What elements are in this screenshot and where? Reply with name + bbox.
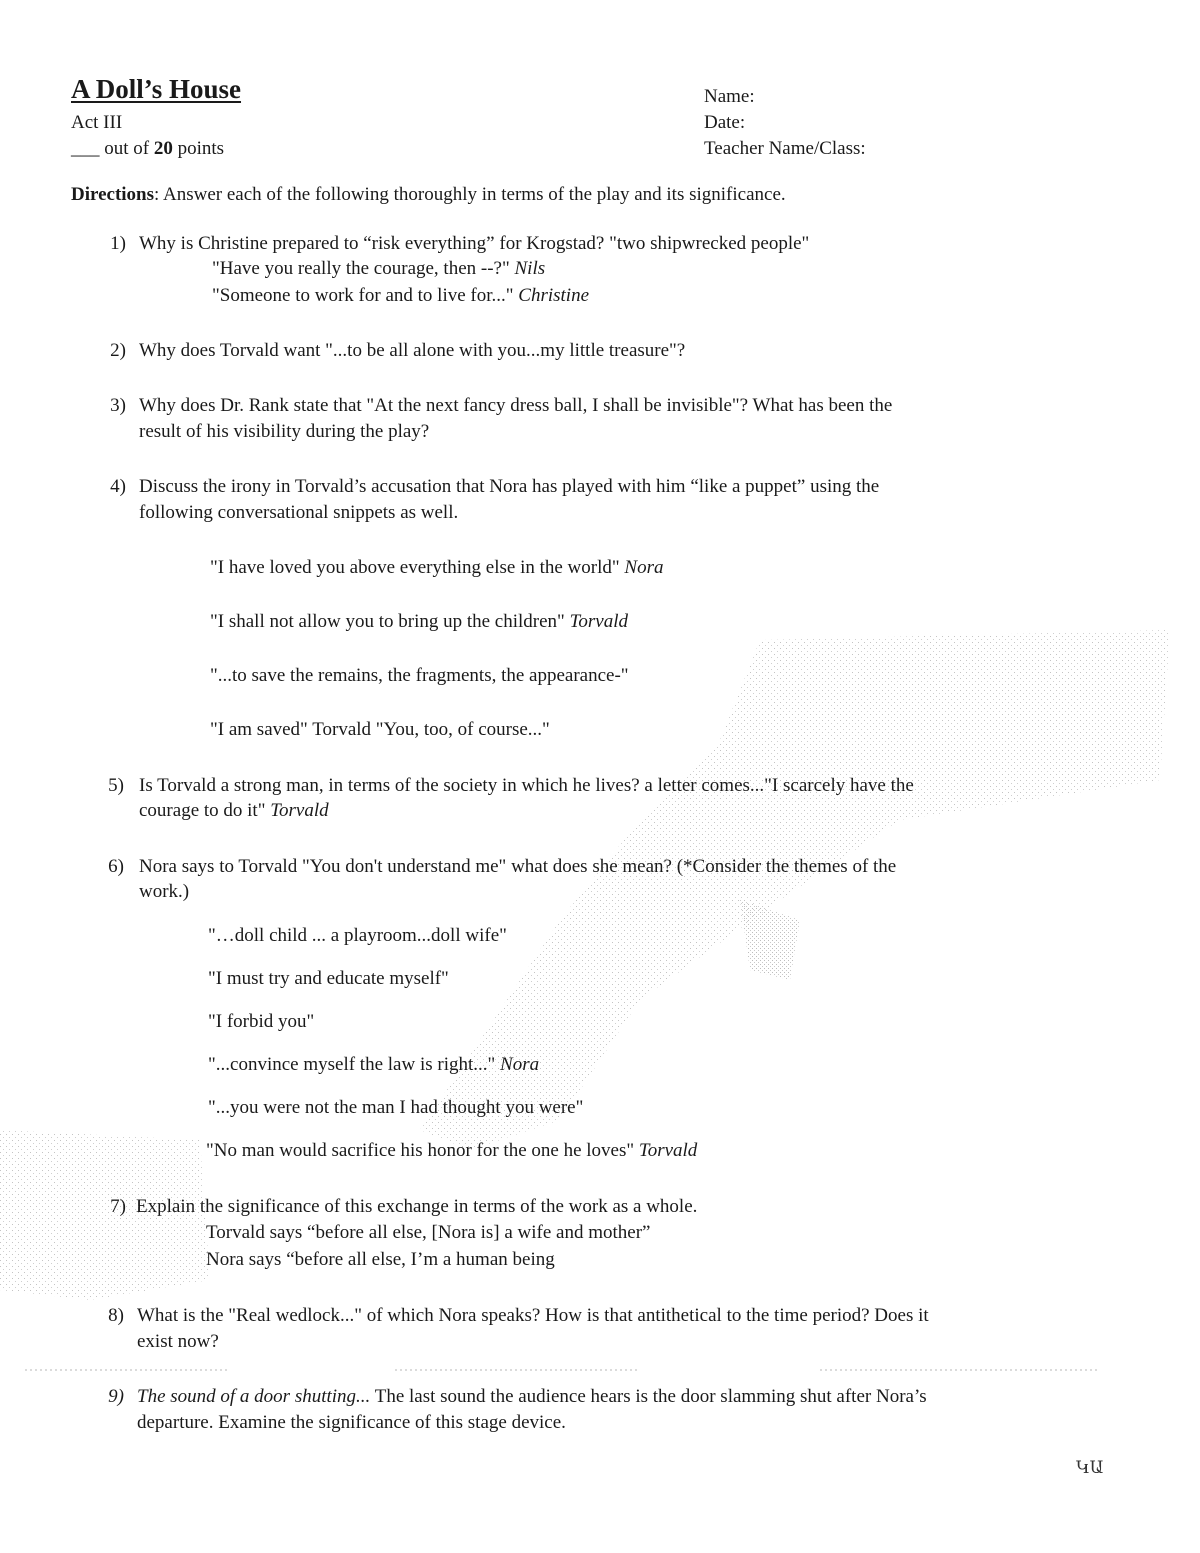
q9-line1-italic: The sound of a door shutting... <box>137 1386 371 1407</box>
q3-line2: result of his visibility during the play? <box>139 421 430 442</box>
directions-label: Directions <box>71 184 155 205</box>
q4-snippet1-text: "I have loved you above everything else in the world" <box>210 557 625 578</box>
q8-number: 8) <box>108 1305 124 1326</box>
q6-number: 6) <box>108 856 124 877</box>
q1-text: Why is Christine prepared to “risk everything” for Krogstad? "two shipwrecked people" <box>139 233 810 254</box>
score-blank: ___ <box>71 138 100 159</box>
page-title: A Doll’s House <box>71 74 242 104</box>
q9-line1-rest: The last sound the audience hears is the door slamming shut after Nora’s <box>370 1386 927 1407</box>
q1-quote2-text: "Someone to work for and to live for..." <box>212 285 519 306</box>
q6-snippet3: "I forbid you" <box>208 1011 315 1032</box>
directions <box>71 184 786 206</box>
q9-number: 9) <box>108 1386 124 1407</box>
corner-mark: ԿԱ <box>1076 1458 1104 1477</box>
score-suffix: points <box>172 138 225 159</box>
q6-line1: Nora says to Torvald "You don't understand me" what does she mean? (*Consider the themes of the <box>139 856 897 877</box>
q2-text: Why does Torvald want "...to be all alone with you...my little treasure"? <box>139 340 686 361</box>
q7-line1: Explain the significance of this exchange in terms of the work as a whole. <box>136 1196 698 1217</box>
q5-number: 5) <box>108 775 124 796</box>
date-label: Date: <box>704 112 746 133</box>
q5-line2-text: courage to do it" <box>139 800 271 821</box>
q1-quote1 <box>212 258 545 280</box>
q4-snippet2-text: "I shall not allow you to bring up the children" <box>210 611 570 632</box>
q6-snippet4-text: "...convince myself the law is right..." <box>208 1054 501 1075</box>
q6-snippet1: "…doll child ... a playroom...doll wife" <box>208 925 507 946</box>
q4-snippet3: "...to save the remains, the fragments, the appearance-" <box>210 665 629 686</box>
q6-snippet4 <box>208 1054 539 1076</box>
q6-snippet6-speaker: Torvald <box>638 1140 698 1161</box>
q5-line2-speaker: Torvald <box>270 800 329 821</box>
q5-line2 <box>139 800 329 822</box>
q9-line1 <box>137 1386 927 1408</box>
q4-snippet1-speaker: Nora <box>624 557 664 578</box>
q7-line2: Torvald says “before all else, [Nora is] a wife and mother” <box>206 1222 651 1243</box>
q6-snippet4-speaker: Nora <box>500 1054 540 1075</box>
q2-number: 2) <box>110 340 126 361</box>
q5-line1: Is Torvald a strong man, in terms of the society in which he lives? a letter comes..."I scarcely have the <box>139 775 914 796</box>
q4-snippet1 <box>210 557 663 579</box>
q4-snippet2-speaker: Torvald <box>569 611 628 632</box>
q6-snippet2: "I must try and educate myself" <box>208 968 449 989</box>
q4-line2: following conversational snippets as well. <box>139 502 459 523</box>
q8-line2: exist now? <box>137 1331 219 1352</box>
q1-number: 1) <box>110 233 126 254</box>
q7-line3: Nora says “before all else, I’m a human being <box>206 1249 555 1270</box>
q1-quote1-text: "Have you really the courage, then --?" <box>212 258 515 279</box>
q3-number: 3) <box>110 395 126 416</box>
q1-quote2 <box>212 285 589 307</box>
directions-text: : Answer each of the following thoroughly in terms of the play and its significance. <box>154 184 786 205</box>
q7-number: 7) <box>110 1196 126 1217</box>
teacher-label: Teacher Name/Class: <box>704 138 866 159</box>
q4-snippet4: "I am saved" Torvald "You, too, of course..." <box>210 719 550 740</box>
name-label: Name: <box>704 86 755 107</box>
score-points: 20 <box>153 138 173 159</box>
q1-quote1-speaker: Nils <box>514 258 546 279</box>
score-line <box>71 138 224 160</box>
act-label: Act III <box>71 112 123 133</box>
q8-line1: What is the "Real wedlock..." of which Nora speaks? How is that antithetical to the time period? Does it <box>137 1305 929 1326</box>
q6-snippet5: "...you were not the man I had thought you were" <box>208 1097 584 1118</box>
q3-line1: Why does Dr. Rank state that "At the next fancy dress ball, I shall be invisible"? What has been the <box>139 395 893 416</box>
score-prefix: out of <box>99 138 154 159</box>
q6-snippet6 <box>206 1140 697 1162</box>
q4-snippet2 <box>210 611 628 633</box>
q9-line2: departure. Examine the significance of this stage device. <box>137 1412 566 1433</box>
q4-line1: Discuss the irony in Torvald’s accusation that Nora has played with him “like a puppet” using the <box>139 476 880 497</box>
q4-number: 4) <box>110 476 126 497</box>
q6-snippet6-text: "No man would sacrifice his honor for the one he loves" <box>206 1140 639 1161</box>
q6-line2: work.) <box>139 881 190 902</box>
q1-quote2-speaker: Christine <box>518 285 589 306</box>
